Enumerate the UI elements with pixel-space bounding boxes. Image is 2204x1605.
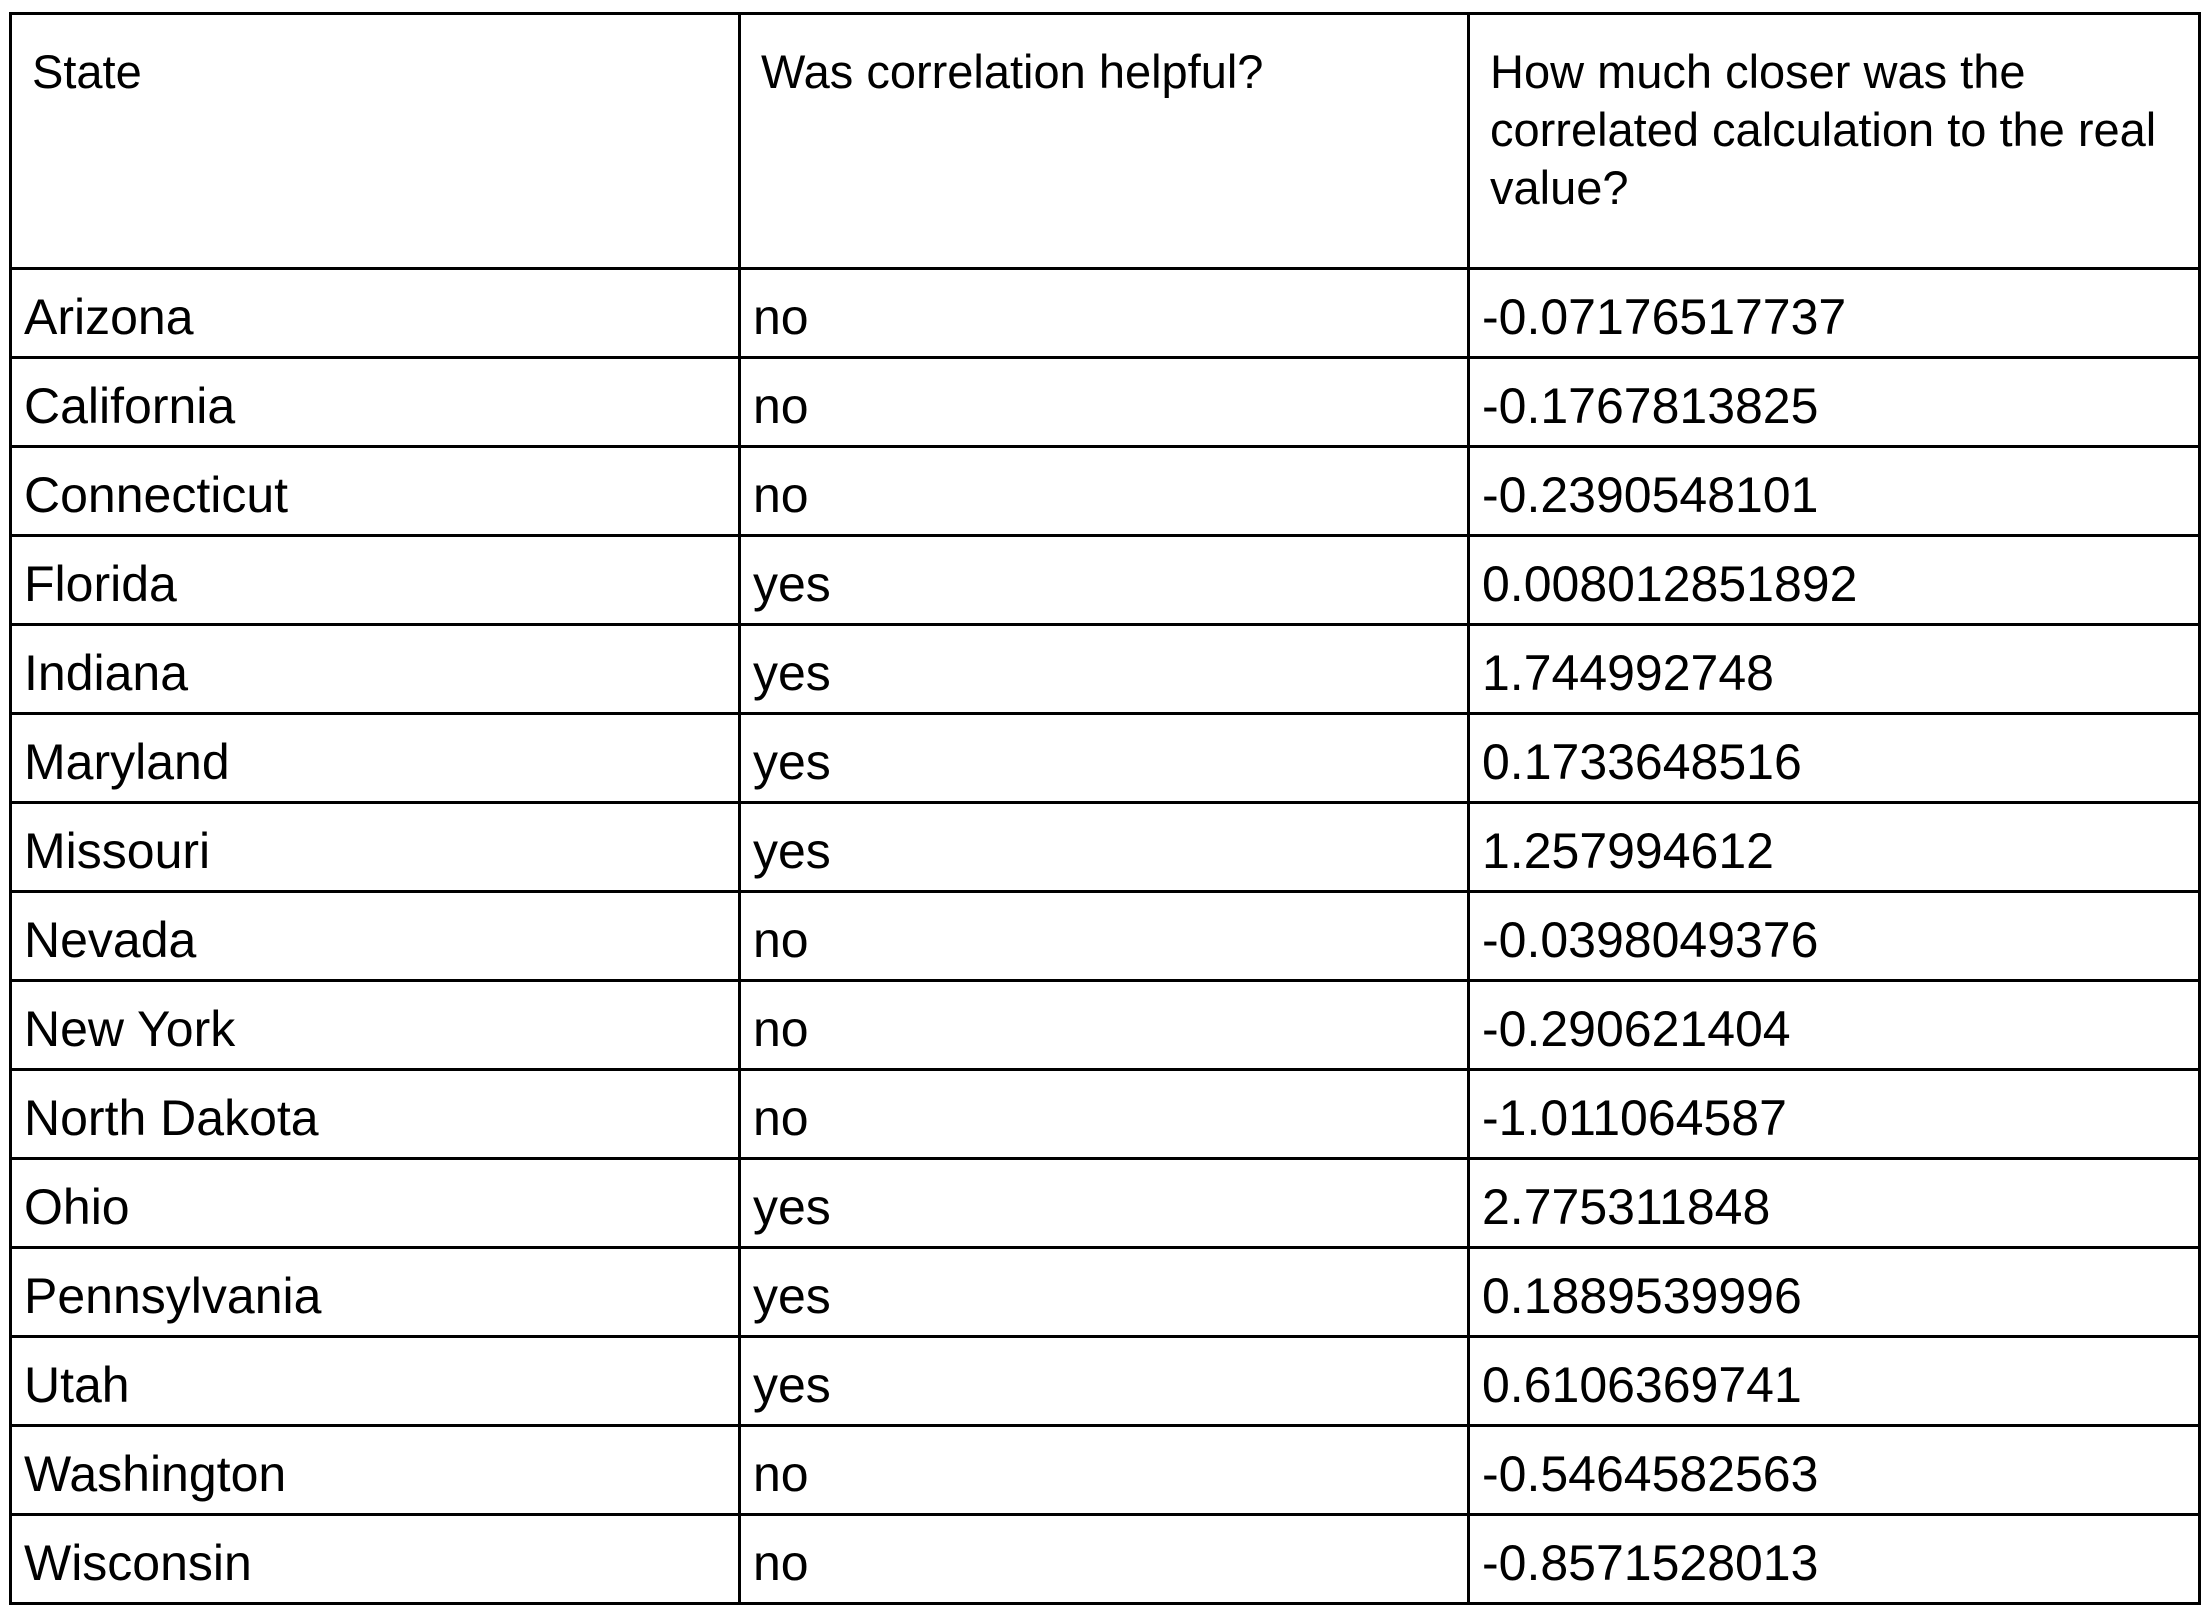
cell-closer-value: -0.07176517737 [1469,269,2200,358]
cell-closer-value: 0.008012851892 [1469,536,2200,625]
cell-state: Washington [11,1426,740,1515]
cell-correlation-helpful: no [740,981,1469,1070]
cell-closer-value: -1.011064587 [1469,1070,2200,1159]
cell-state: Wisconsin [11,1515,740,1604]
header-correlation-helpful: Was correlation helpful? [740,14,1469,269]
table-row [11,1159,2200,1248]
cell-state: Arizona [11,269,740,358]
table-row [11,358,2200,447]
table-row [11,714,2200,803]
cell-closer-value: 2.775311848 [1469,1159,2200,1248]
cell-closer-value: 0.6106369741 [1469,1337,2200,1426]
cell-state: Indiana [11,625,740,714]
table-header [11,14,2200,269]
cell-state: Nevada [11,892,740,981]
cell-closer-value: -0.1767813825 [1469,358,2200,447]
cell-closer-value: -0.0398049376 [1469,892,2200,981]
cell-state: Utah [11,1337,740,1426]
cell-state: New York [11,981,740,1070]
cell-closer-value: -0.8571528013 [1469,1515,2200,1604]
table-row [11,981,2200,1070]
cell-state: Florida [11,536,740,625]
table-row [11,1248,2200,1337]
table-row [11,803,2200,892]
cell-correlation-helpful: no [740,358,1469,447]
cell-state: California [11,358,740,447]
cell-closer-value: 0.1889539996 [1469,1248,2200,1337]
header-row [11,14,2200,269]
cell-closer-value: 0.1733648516 [1469,714,2200,803]
header-state: State [11,14,740,269]
cell-state: North Dakota [11,1070,740,1159]
cell-correlation-helpful: no [740,1426,1469,1515]
table-row [11,1515,2200,1604]
table-row [11,1070,2200,1159]
cell-correlation-helpful: no [740,892,1469,981]
header-how-much-closer: How much closer was the correlated calculation to the real value? [1469,14,2200,269]
cell-correlation-helpful: no [740,269,1469,358]
cell-correlation-helpful: yes [740,803,1469,892]
cell-closer-value: 1.744992748 [1469,625,2200,714]
table-row [11,269,2200,358]
cell-state: Connecticut [11,447,740,536]
table-row [11,447,2200,536]
state-correlation-table-container [9,12,2201,1605]
cell-state: Pennsylvania [11,1248,740,1337]
cell-correlation-helpful: yes [740,1337,1469,1426]
table-row [11,536,2200,625]
table-row [11,625,2200,714]
cell-closer-value: -0.5464582563 [1469,1426,2200,1515]
table-row [11,1426,2200,1515]
cell-state: Ohio [11,1159,740,1248]
cell-state: Missouri [11,803,740,892]
cell-correlation-helpful: yes [740,536,1469,625]
cell-state: Maryland [11,714,740,803]
cell-correlation-helpful: no [740,1515,1469,1604]
cell-closer-value: -0.290621404 [1469,981,2200,1070]
cell-closer-value: 1.257994612 [1469,803,2200,892]
table-row [11,892,2200,981]
table-body [11,269,2200,1604]
cell-correlation-helpful: yes [740,1159,1469,1248]
cell-correlation-helpful: yes [740,625,1469,714]
cell-correlation-helpful: yes [740,1248,1469,1337]
cell-correlation-helpful: no [740,1070,1469,1159]
cell-correlation-helpful: yes [740,714,1469,803]
state-correlation-table [9,12,2201,1605]
table-row [11,1337,2200,1426]
cell-closer-value: -0.2390548101 [1469,447,2200,536]
cell-correlation-helpful: no [740,447,1469,536]
